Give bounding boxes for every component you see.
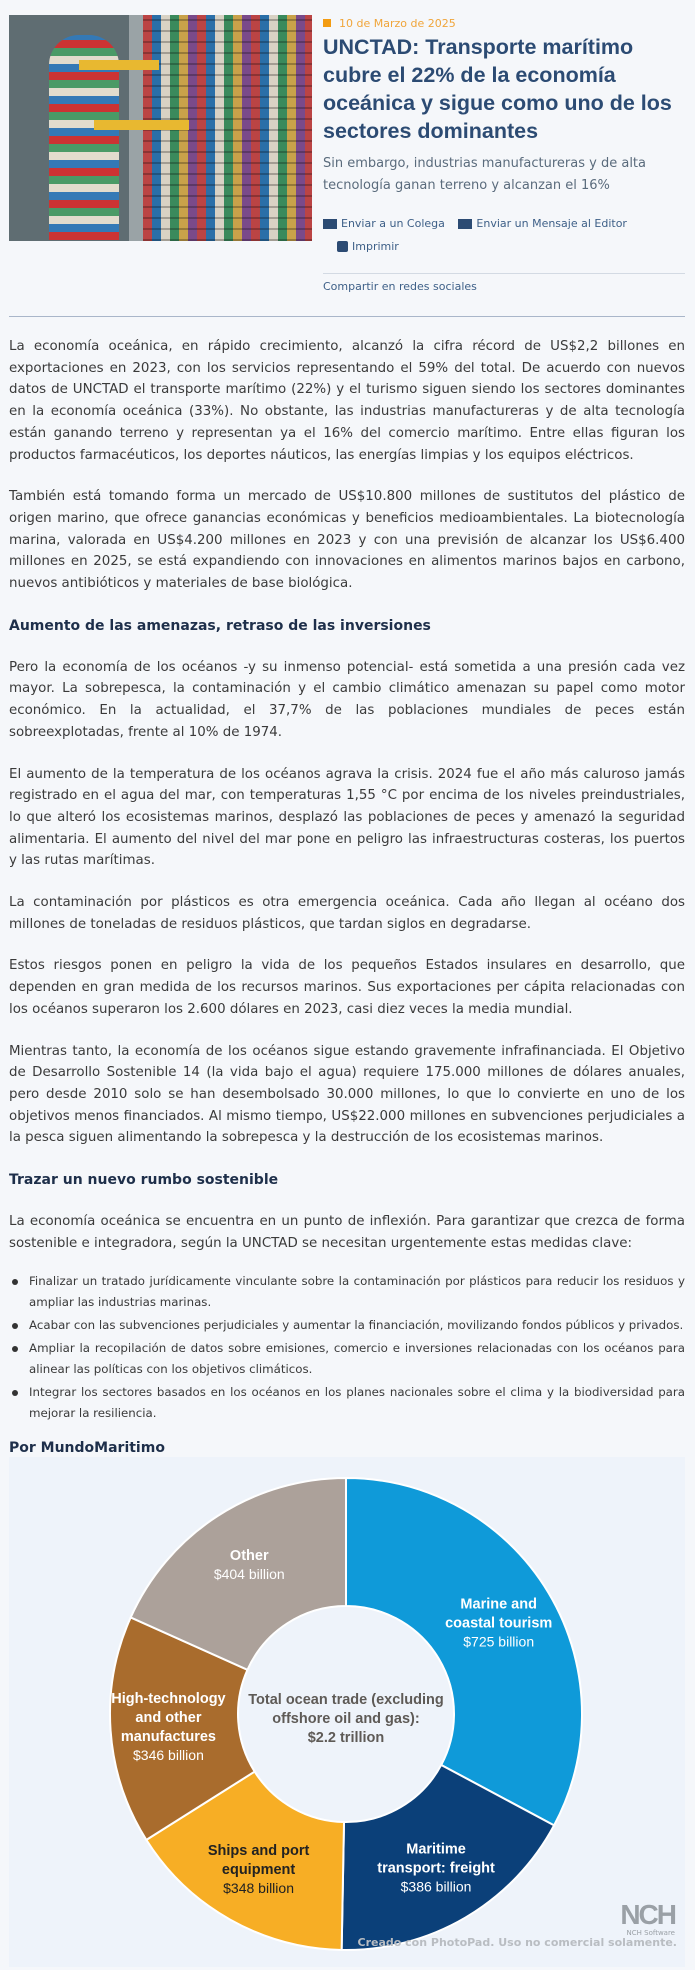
paragraph: Estos riesgos ponen en peligro la vida de los pequeños Estados insulares en desarrollo, que dependen en gran medida de los recursos marinos. Sus exportaciones per cápita relacionadas con los océanos superaron los 2.600 dólares en 2023, casi diez veces la media mundial. <box>9 958 685 1017</box>
slice-name-label: manufactures <box>120 1729 216 1746</box>
print-label: Imprimir <box>352 239 399 253</box>
ocean-trade-donut-chart <box>9 1457 685 1967</box>
paragraph: El aumento de la temperatura de los océanos agrava la crisis. 2024 fue el año más caluroso jamás registrado en el agua del mar, con temperaturas 1,55 °C por encima de los niveles preindustriales, lo que alteró los ecosistemas marinos, desplazó las poblaciones de peces y amenazó la seguridad alimentaria. El aumento del nivel del mar pone en peligro las infraestructuras costeras, los puertos y las rutas marítimas. <box>9 766 685 869</box>
article-actions <box>323 213 685 259</box>
printer-icon <box>337 241 348 252</box>
slice-name-label: Marine and <box>460 1596 537 1613</box>
email-colleague-link[interactable] <box>323 213 445 234</box>
email-editor-label: Enviar un Mensaje al Editor <box>476 217 627 230</box>
article-subtitle: Sin embargo, industrias manufactureras y de alta tecnología ganan terreno y alcanzan el 16% <box>323 156 647 193</box>
donut-center-label: offshore oil and gas): <box>272 1711 420 1727</box>
section-heading: Trazar un nuevo rumbo sostenible <box>9 1172 279 1189</box>
slice-value-label: $348 billion <box>223 1880 294 1897</box>
slice-name-label: and other <box>135 1710 202 1727</box>
byline: Por MundoMaritimo <box>9 1439 165 1456</box>
paragraph: Pero la economía de los océanos -y su inmenso potencial- está sometida a una presión cada vez mayor. La sobrepesca, la contaminación y el cambio climático amenazan su papel como motor económico. En la actualidad, el 37,7% de las poblaciones mundiales de peces están sobreexplotadas, frente al 10% de 1974. <box>9 659 685 740</box>
envelope-icon <box>323 219 337 229</box>
donut-center-label: $2.2 trillion <box>307 1730 385 1746</box>
print-link[interactable] <box>337 236 399 257</box>
slice-name-label: equipment <box>221 1862 296 1879</box>
slice-name-label: transport: freight <box>377 1860 495 1877</box>
list-item: Integrar los sectores basados en los océanos en los planes nacionales sobre el clima y la biodiversidad para mejorar la resiliencia. <box>29 1382 685 1424</box>
list-item: Finalizar un tratado jurídicamente vinculante sobre la contaminación por plásticos para reducir los residuos y ampliar las industrias marinas. <box>29 1271 685 1313</box>
share-link[interactable]: Compartir en redes sociales <box>323 273 685 293</box>
photopad-watermark: Creado con PhotoPad. Uso no comercial solamente. <box>357 1936 677 1949</box>
paragraph: La contaminación por plásticos es otra emergencia oceánica. Cada año llegan al océano dos millones de toneladas de residuos plásticos, que tardan siglos en degradarse. <box>9 895 685 932</box>
donut-center-label: Total ocean trade (excluding <box>248 1692 444 1708</box>
article-body <box>9 336 685 1459</box>
email-editor-link[interactable] <box>458 213 627 234</box>
article-meta <box>323 15 685 293</box>
donut-svg <box>9 1457 685 1967</box>
nch-logo-subtext: NCH Software <box>626 1929 675 1937</box>
article-date: 10 de Marzo de 2025 <box>339 16 456 30</box>
slice-value-label: $404 billion <box>213 1566 285 1583</box>
section-heading: Aumento de las amenazas, retraso de las inversiones <box>9 617 431 634</box>
list-item: Acabar con las subvenciones perjudiciales y aumentar la financiación, movilizando fondos públicos y privados. <box>29 1315 685 1336</box>
slice-value-label: $725 billion <box>463 1633 535 1650</box>
slice-name-label: coastal tourism <box>445 1615 553 1632</box>
slice-name-label: Maritime <box>406 1841 466 1858</box>
article-title: UNCTAD: Transporte marítimo cubre el 22% de la economía oceánica y sigue como uno de los sectores dominantes <box>323 35 672 143</box>
paragraph: La economía oceánica se encuentra en un punto de inflexión. Para garantizar que crezca de forma sostenible e integradora, según la UNCTAD se necesitan urgentemente estas medidas clave: <box>9 1214 685 1251</box>
slice-name-label: Other <box>229 1548 269 1565</box>
envelope-icon <box>458 219 472 229</box>
measures-list <box>9 1271 685 1424</box>
nch-logo: NCH <box>620 1899 675 1930</box>
slice-name-label: High-technology <box>111 1691 226 1708</box>
header-divider <box>9 316 685 317</box>
list-item: Ampliar la recopilación de datos sobre emisiones, comercio e inversiones relacionadas con los océanos para alinear las políticas con los objetivos climáticos. <box>29 1338 685 1380</box>
date-row <box>323 15 685 31</box>
paragraph: Mientras tanto, la economía de los océanos sigue estando gravemente infrafinanciada. El Objetivo de Desarrollo Sostenible 14 (la vida bajo el agua) requiere 175.000 millones de dólares anuales, pero desde 2010 solo se han desembolsado 30.000 millones, lo que lo convierte en uno de los objetivos menos financiados. Al mismo tiempo, US$22.000 millones en subvenciones perjudiciales a la pesca siguen alimentando la sobrepesca y la destrucción de los ecosistemas marinos. <box>9 1043 685 1146</box>
paragraph: La economía oceánica, en rápido crecimiento, alcanzó la cifra récord de US$2,2 billones en exportaciones en 2023, con los servicios representando el 59% del total. De acuerdo con nuevos datos de UNCTAD el transporte marítimo (22%) y el turismo siguen siendo los sectores dominantes en la economía oceánica (33%). No obstante, las industrias manufactureras y de alta tecnología están ganando terreno y representan ya el 16% del comercio marítimo. Entre ellas figuran los productos farmacéuticos, los deportes náuticos, las energías limpias y los equipos eléctricos. <box>9 339 685 463</box>
email-colleague-label: Enviar a un Colega <box>341 217 445 230</box>
slice-name-label: Ships and port <box>207 1843 310 1860</box>
donut-slice <box>346 1478 582 1825</box>
slice-value-label: $346 billion <box>133 1747 204 1764</box>
slice-value-label: $386 billion <box>400 1878 472 1895</box>
paragraph: También está tomando forma un mercado de US$10.800 millones de sustitutos del plástico de origen marino, que ofrece ganancias económicas y beneficios medioambientales. La biotecnología marina, valorada en US$4.200 millones en 2023 y con una previsión de alcanzar los US$6.400 millones en 2025, se está expandiendo con innovaciones en alimentos marinos bajos en carbono, nuevos antibióticos y materiales de base biológica. <box>9 489 685 592</box>
article-header <box>9 15 685 316</box>
hero-image-port <box>9 15 312 241</box>
date-marker-icon <box>323 19 331 27</box>
